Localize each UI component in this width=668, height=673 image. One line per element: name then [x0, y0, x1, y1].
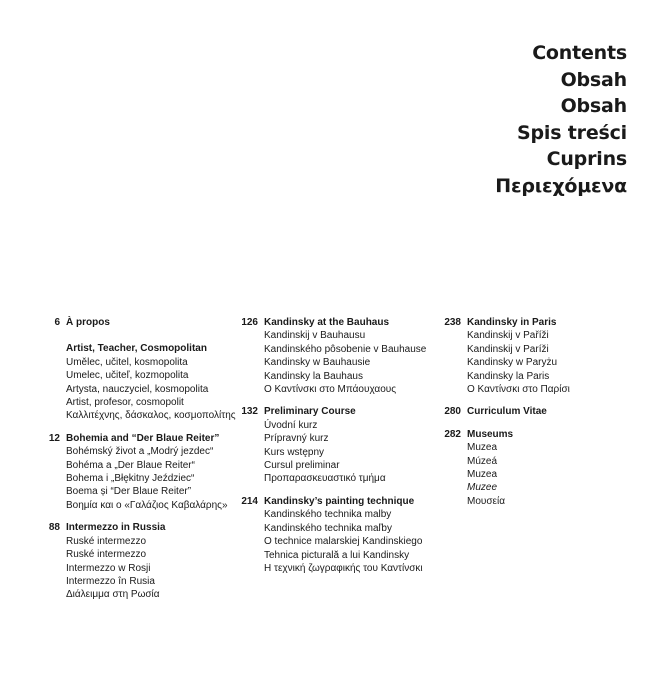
entry-translation: Η τεχνική ζωγραφικής του Καντίνσκι — [264, 562, 423, 574]
page-number: 126 — [241, 317, 258, 328]
entry-title: Kandinsky’s painting technique — [264, 495, 415, 507]
entry-translation: Bohema i „Błękitny Jeździec“ — [66, 473, 195, 485]
entry-translation: Kandinského technika maľby — [264, 522, 392, 534]
entry-translation: Umelec, učiteľ, kozmopolita — [66, 370, 189, 382]
toc-entry[interactable] — [238, 316, 443, 396]
entry-translation: Intermezzo w Rosji — [66, 562, 151, 574]
contents-titles — [495, 40, 627, 200]
entry-title: Kandinsky in Paris — [467, 317, 557, 328]
entry-title: Intermezzo in Russia — [66, 522, 166, 534]
page-number: 280 — [444, 406, 461, 418]
toc-entry[interactable] — [441, 405, 641, 418]
toc-entry[interactable] — [441, 316, 641, 396]
entry-translation: Cursul preliminar — [264, 460, 340, 472]
entry-translation: Διάλειμμα στη Ρωσία — [66, 589, 160, 601]
entry-translation: Boema și “Der Blaue Reiter” — [66, 486, 192, 498]
title-slovak: Obsah — [560, 95, 627, 118]
toc-entry[interactable] — [441, 428, 641, 508]
title-greek: Περιεχόμενα — [495, 174, 627, 197]
entry-translation: Ruské intermezzo — [66, 549, 147, 561]
page-number: 282 — [444, 428, 461, 440]
entry-translation: Προπαρασκευαστικό τμήμα — [264, 473, 386, 485]
entry-subheading: Artist, Teacher, Cosmopolitan — [66, 343, 207, 355]
entry-translation: Kurs wstępny — [264, 446, 325, 458]
entry-title: Bohemia and “Der Blaue Reiter” — [66, 432, 220, 444]
page-number: 6 — [54, 317, 60, 328]
entry-translation: Kandinsky w Paryżu — [467, 357, 558, 369]
toc-entry[interactable] — [238, 495, 443, 575]
entry-translation: Kandinskij v Bauhausu — [264, 330, 366, 342]
entry-translation: Kandinsky la Bauhaus — [264, 370, 363, 382]
toc-entry[interactable] — [40, 432, 240, 512]
entry-translation: Kandinského pôsobenie v Bauhause — [264, 343, 427, 355]
entry-translation: Artysta, nauczyciel, kosmopolita — [66, 383, 209, 395]
title-polish: Spis treści — [517, 121, 627, 144]
toc-column-3 — [441, 316, 641, 517]
entry-translation: Ο Καντίνσκι στο Μπάουχαους — [264, 384, 397, 396]
entry-translation: Ο Καντίνσκι στο Παρίσι — [467, 384, 570, 396]
entry-translation: Muzea — [467, 442, 498, 454]
toc-entry[interactable] — [40, 316, 240, 423]
entry-translation: Kandinsky w Bauhausie — [264, 357, 371, 369]
title-english: Contents — [532, 42, 627, 64]
page-number: 214 — [241, 495, 258, 507]
entry-translation: Prípravný kurz — [264, 433, 329, 445]
title-romanian: Cuprins — [546, 148, 627, 171]
entry-translation: Tehnica picturală a lui Kandinsky — [264, 549, 410, 561]
toc-entry[interactable] — [40, 521, 240, 601]
entry-translation: Bohéma a „Der Blaue Reiter“ — [66, 459, 195, 471]
toc-column-1 — [40, 316, 240, 611]
page-number: 12 — [48, 432, 60, 444]
title-czech: Obsah — [560, 68, 627, 91]
entry-title: Kandinsky at the Bauhaus — [264, 317, 390, 328]
entry-translation: Múzeá — [467, 455, 498, 467]
entry-translation: Muzee — [467, 482, 498, 494]
entry-title: Museums — [467, 428, 514, 440]
page-number: 132 — [241, 406, 258, 418]
entry-translation: Bohémský život a „Modrý jezdec“ — [66, 446, 214, 458]
entry-translation: Ruské intermezzo — [66, 535, 147, 547]
toc-column-2 — [238, 316, 443, 584]
page-number: 88 — [48, 522, 60, 534]
entry-translation: Intermezzo în Rusia — [66, 575, 155, 587]
toc-entry[interactable] — [238, 405, 443, 485]
entry-translation: O technice malarskiej Kandinskiego — [264, 536, 423, 548]
entry-title: À propos — [66, 317, 110, 328]
entry-translation: Kandinskij v Paříži — [467, 330, 549, 342]
entry-translation: Kandinskij v Paríži — [467, 343, 549, 355]
entry-title: Preliminary Course — [264, 406, 356, 418]
entry-translation: Umělec, učitel, kosmopolita — [66, 356, 188, 368]
entry-title: Curriculum Vitae — [467, 406, 547, 418]
entry-translation: Βοημία και ο «Γαλάζιος Καβαλάρης» — [66, 499, 228, 511]
entry-translation: Kandinského technika malby — [264, 509, 392, 521]
entry-translation: Καλλιτέχνης, δάσκαλος, κοσμοπολίτης — [66, 410, 236, 422]
entry-translation: Úvodní kurz — [264, 419, 318, 431]
entry-translation: Μουσεία — [467, 495, 505, 507]
entry-translation: Kandinsky la Paris — [467, 370, 550, 382]
page-number: 238 — [444, 317, 461, 328]
entry-translation: Artist, profesor, cosmopolit — [66, 397, 184, 409]
entry-translation: Muzea — [467, 469, 498, 481]
